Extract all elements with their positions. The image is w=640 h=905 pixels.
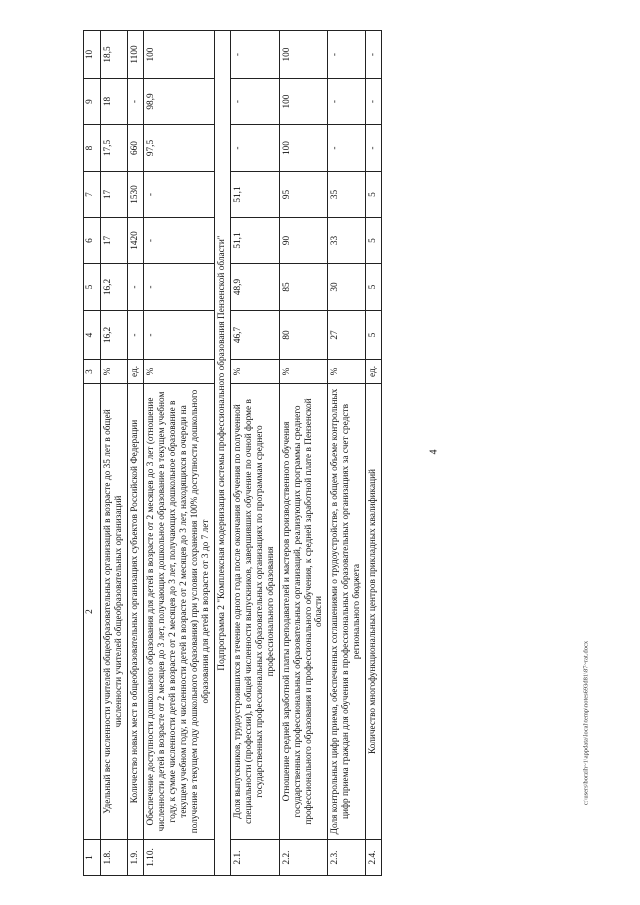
value-cell: - — [366, 79, 382, 125]
value-cell: 17 — [101, 172, 128, 218]
indicators-table — [83, 30, 382, 876]
value-cell: - — [328, 79, 366, 125]
unit-cell: % — [143, 360, 214, 384]
row-number: 2.2. — [279, 840, 328, 876]
value-cell: - — [143, 218, 214, 264]
value-cell: 85 — [279, 264, 328, 311]
value-cell: 33 — [328, 218, 366, 264]
value-cell: 1100 — [127, 31, 143, 79]
header-cell: 3 — [84, 360, 101, 384]
value-cell: 48,9 — [230, 264, 279, 311]
value-cell: - — [127, 79, 143, 125]
value-cell: 18,5 — [101, 31, 128, 79]
indicator-description: Удельный вес численности учителей общеобразовательных организаций в возрасте до 35 лет в общей численности учителей общеобразовательных организаций — [101, 384, 128, 840]
table-row — [127, 31, 143, 876]
value-cell: - — [143, 172, 214, 218]
value-cell: 1530 — [127, 172, 143, 218]
value-cell: 1420 — [127, 218, 143, 264]
table-row — [279, 31, 328, 876]
row-number: 2.3. — [328, 840, 366, 876]
header-cell: 10 — [84, 31, 101, 79]
value-cell: - — [366, 31, 382, 79]
header-cell: 4 — [84, 311, 101, 360]
table-row — [101, 31, 128, 876]
indicator-description: Количество многофункциональных центров прикладных квалификаций — [366, 384, 382, 840]
indicator-description: Доля выпускников, трудоустроившихся в течение одного года после окончания обучения по полученной специальности (профессии), в общей численности выпускников, завершивших обучение по очной форме в государственных профессиональных образовательных организациях по программам среднего профессионального образования — [230, 384, 279, 840]
value-cell: - — [230, 31, 279, 79]
value-cell: 5 — [366, 264, 382, 311]
footer-file-path: c:\users\borzih~1\appdata\local\temp\notes693d81\87~rat.docx — [582, 640, 590, 806]
value-cell: 660 — [127, 125, 143, 172]
value-cell: 98,9 — [143, 79, 214, 125]
value-cell: 90 — [279, 218, 328, 264]
row-number: 1.9. — [127, 840, 143, 876]
value-cell: 18 — [101, 79, 128, 125]
value-cell: 100 — [279, 79, 328, 125]
header-cell: 8 — [84, 125, 101, 172]
value-cell: 100 — [143, 31, 214, 79]
unit-cell: % — [328, 360, 366, 384]
table-wrapper — [83, 31, 573, 876]
value-cell: 5 — [366, 172, 382, 218]
unit-cell: ед. — [127, 360, 143, 384]
value-cell: 46,7 — [230, 311, 279, 360]
header-cell: 1 — [84, 840, 101, 876]
unit-cell: % — [230, 360, 279, 384]
value-cell: - — [328, 31, 366, 79]
value-cell: - — [143, 264, 214, 311]
header-cell: 2 — [84, 384, 101, 840]
value-cell: 5 — [366, 311, 382, 360]
value-cell: 100 — [279, 31, 328, 79]
header-cell: 9 — [84, 79, 101, 125]
header-cell: 5 — [84, 264, 101, 311]
value-cell: 95 — [279, 172, 328, 218]
table-row — [328, 31, 366, 876]
value-cell: 5 — [366, 218, 382, 264]
row-number: 2.4. — [366, 840, 382, 876]
row-number: 2.1. — [230, 840, 279, 876]
value-cell: 97,5 — [143, 125, 214, 172]
value-cell: 27 — [328, 311, 366, 360]
value-cell: 51,1 — [230, 218, 279, 264]
table-row — [366, 31, 382, 876]
indicator-description: Доля контрольных цифр приема, обеспеченных соглашениями о трудоустройстве, в общем объеме контрольных цифр приема граждан для обучения в профессиональных образовательных организациях за счет средств регионального бюджета — [328, 384, 366, 840]
unit-cell: % — [101, 360, 128, 384]
row-number: 1.8. — [101, 840, 128, 876]
value-cell: 35 — [328, 172, 366, 218]
subprogram-title: Подпрограмма 2 "Комплексная модернизация системы профессионального образования Пензенской области" — [214, 31, 230, 876]
value-cell: - — [366, 125, 382, 172]
value-cell: - — [328, 125, 366, 172]
value-cell: 51,1 — [230, 172, 279, 218]
value-cell: - — [230, 79, 279, 125]
table-row — [230, 31, 279, 876]
value-cell: 16,2 — [101, 311, 128, 360]
value-cell: 30 — [328, 264, 366, 311]
value-cell: 80 — [279, 311, 328, 360]
header-cell: 6 — [84, 218, 101, 264]
page-number: 4 — [428, 449, 440, 455]
unit-cell: ед. — [366, 360, 382, 384]
value-cell: 100 — [279, 125, 328, 172]
indicator-description: Обеспечение доступности дошкольного образования для детей в возрасте от 2 месяцев до 3 лет (отношение численности детей в возрасте от 2 месяцев до 3 лет, получающих дошкольное образование в текущем учебном году, к сумме численности детей в возрасте от 2 месяцев до 3 лет, получающих дошкольное образование в текущем учебном году, и численности детей в возрасте от 2 месяцев до 3 лет, находящихся в очереди на получение в текущем году дошкольного образования) при условии сохранения 100% доступности дошкольного образования для детей в возрасте от 3 до 7 лет — [143, 384, 214, 840]
value-cell: 17 — [101, 218, 128, 264]
unit-cell: % — [279, 360, 328, 384]
value-cell: 17,5 — [101, 125, 128, 172]
value-cell: - — [127, 311, 143, 360]
header-row — [84, 31, 101, 876]
value-cell: - — [230, 125, 279, 172]
row-number: 1.10. — [143, 840, 214, 876]
header-cell: 7 — [84, 172, 101, 218]
indicator-description: Количество новых мест в общеобразовательных организациях субъектов Российской Федерации — [127, 384, 143, 840]
table-row — [143, 31, 214, 876]
subprogram-row — [214, 31, 230, 876]
value-cell: - — [143, 311, 214, 360]
value-cell: - — [127, 264, 143, 311]
indicator-description: Отношение средней заработной платы преподавателей и мастеров производственного обучения государственных профессиональных образовательных организаций, реализующих программы среднего профессионального образования и профессионального обучения, к средней заработной плате в Пензенской области — [279, 384, 328, 840]
value-cell: 16,2 — [101, 264, 128, 311]
